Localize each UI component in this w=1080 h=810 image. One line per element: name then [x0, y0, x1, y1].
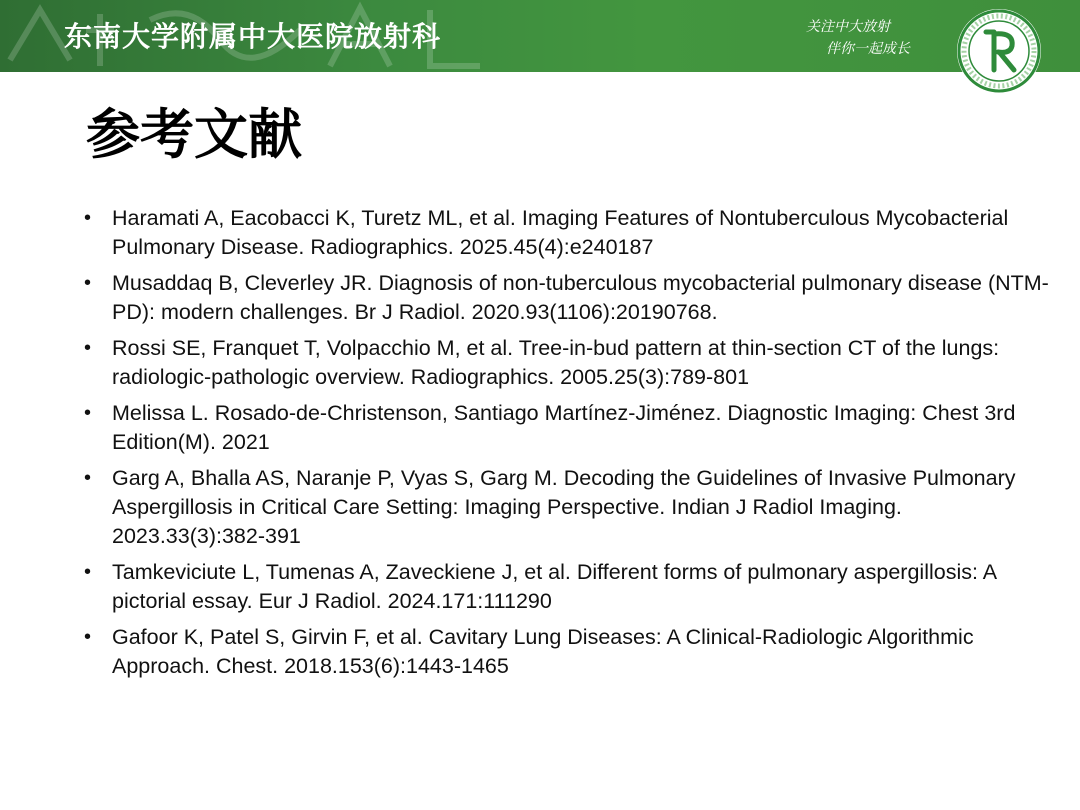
bullet: • — [84, 337, 92, 359]
reference-item — [82, 464, 1052, 551]
reference-text: Rossi SE, Franquet T, Volpacchio M, et al. Tree-in-bud pattern at thin-section CT of the lungs: radiologic-pathologic overview. Radiographics. 2005.25(3):789-801 — [112, 336, 1000, 389]
bullet: • — [84, 626, 92, 648]
slogan — [806, 16, 936, 60]
bullet: • — [84, 467, 92, 489]
reference-text: Melissa L. Rosado-de-Christenson, Santiago Martínez-Jiménez. Diagnostic Imaging: Chest 3rd Edition(M). 2021 — [112, 401, 1016, 454]
bullet: • — [84, 272, 92, 294]
reference-text: Tamkeviciute L, Tumenas A, Zaveckiene J, et al. Different forms of pulmonary aspergillosis: A pictorial essay. Eur J Radiol. 2024.171:111290 — [112, 560, 996, 613]
reference-text: Garg A, Bhalla AS, Naranje P, Vyas S, Garg M. Decoding the Guidelines of Invasive Pulmonary Aspergillosis in Critical Care Setting: Imaging Perspective. Indian J Radiol Imaging. 2023.33(3):382-391 — [112, 466, 1016, 548]
slogan-line-2: 伴你一起成长 — [826, 41, 910, 57]
bullet: • — [84, 207, 92, 229]
header-bar — [0, 0, 1080, 72]
reference-item — [82, 334, 1052, 392]
hospital-radiology-seal-icon — [954, 6, 1044, 96]
bullet: • — [84, 561, 92, 583]
bullet: • — [84, 402, 92, 424]
reference-item — [82, 269, 1052, 327]
reference-text: Gafoor K, Patel S, Girvin F, et al. Cavitary Lung Diseases: A Clinical-Radiologic Algorithmic Approach. Chest. 2018.153(6):1443-1465 — [112, 625, 974, 678]
reference-text: Musaddaq B, Cleverley JR. Diagnosis of non-tuberculous mycobacterial pulmonary disease (NTM-PD): modern challenges. Br J Radiol. 2020.93(1106):20190768. — [112, 271, 1049, 324]
reference-item — [82, 558, 1052, 616]
reference-text: Haramati A, Eacobacci K, Turetz ML, et al. Imaging Features of Nontuberculous Mycobacterial Pulmonary Disease. Radiographics. 2025.45(4):e240187 — [112, 206, 1009, 259]
reference-item — [82, 623, 1052, 681]
department-name: 东南大学附属中大医院放射科 — [64, 20, 442, 53]
reference-item — [82, 204, 1052, 262]
reference-list — [82, 204, 1052, 688]
slogan-line-1: 关注中大放射 — [806, 19, 890, 35]
page-title: 参考文献 — [86, 103, 302, 166]
reference-item — [82, 399, 1052, 457]
